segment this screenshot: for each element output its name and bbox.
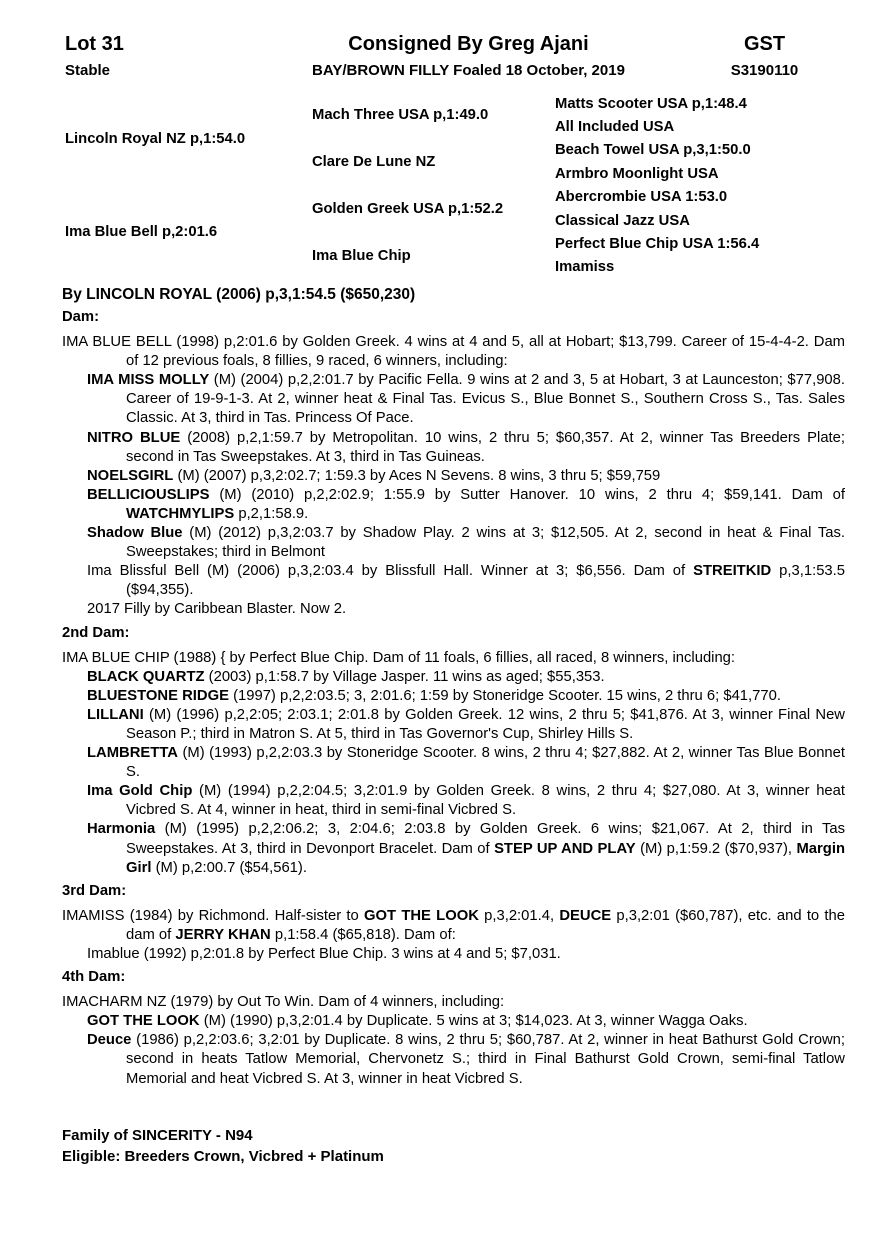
pedigree-ancestor: Lincoln Royal NZ p,1:54.0 bbox=[65, 130, 246, 147]
pedigree-ancestor: Mach Three USA p,1:49.0 bbox=[312, 107, 489, 124]
pedigree-ancestor: All Included USA bbox=[555, 119, 675, 136]
pedigree-entry: IMACHARM NZ (1979) by Out To Win. Dam of 4 winners, including: bbox=[62, 994, 505, 1011]
pedigree-entry: Harmonia (M) (1995) p,2,2:06.2; 3, 2:04.6; 2:03.8 by Golden Greek. 6 wins; $21,067. At 2, third in Tas Sweepstakes. At 3, third in Devonport Bracelet. Dam of STEP UP AND PLAY (M) p,1:59.2 ($70,937), Margin Girl (M) p,2:00.7 ($54,561). bbox=[87, 821, 845, 876]
lot-number: Lot 31 bbox=[65, 33, 124, 55]
section-heading: 3rd Dam: bbox=[62, 882, 127, 899]
pedigree-entry: Ima Gold Chip (M) (1994) p,2,2:04.5; 3,2:01.9 by Golden Greek. 8 wins, 2 thru 4; $27,080. At 3, winner heat Vicbred S. At 4, winner in heat, third in semi-final Vicbred S. bbox=[87, 783, 846, 819]
page-footer bbox=[62, 1125, 847, 1167]
produce-record bbox=[62, 308, 845, 1089]
pedigree-entry: Imablue (1992) p,2:01.8 by Perfect Blue Chip. 3 wins at 4 and 5; $7,031. bbox=[87, 946, 561, 962]
pedigree-ancestor: Ima Blue Bell p,2:01.6 bbox=[65, 224, 218, 241]
pedigree-ancestor: Beach Towel USA p,3,1:50.0 bbox=[555, 142, 751, 159]
pedigree-ancestor: Clare De Lune NZ bbox=[312, 154, 436, 171]
stable-label: Stable bbox=[65, 62, 111, 79]
pedigree-entry: BELLICIOUSLIPS (M) (2010) p,2,2:02.9; 1:55.9 by Sutter Hanover. 10 wins, 2 thru 4; $59,141. Dam of WATCHMYLIPS p,2,1:58.9. bbox=[87, 486, 845, 522]
section-heading: Dam: bbox=[62, 309, 99, 325]
pedigree-entry: IMA BLUE BELL (1998) p,2:01.6 by Golden Greek. 4 wins at 4 and 5, all at Hobart; $13,799. Career of 15-4-4-2. Dam of 12 previous foals, 8 fillies, 9 raced, 6 winners, including: bbox=[62, 334, 845, 370]
section-heading: 2nd Dam: bbox=[62, 624, 130, 641]
pedigree-ancestor: Classical Jazz USA bbox=[555, 212, 690, 229]
pedigree-generation-2 bbox=[312, 92, 555, 279]
pedigree-entry: Shadow Blue (M) (2012) p,3,2:03.7 by Shadow Play. 2 wins at 3; $12,505. At 2, second in heat & Final Tas. Sweepstakes; third in Belmont bbox=[87, 525, 845, 561]
pedigree-ancestor: Armbro Moonlight USA bbox=[555, 165, 719, 182]
pedigree-entry: BLACK QUARTZ (2003) p,1:58.7 by Village Jasper. 11 wins as aged; $55,353. bbox=[87, 668, 605, 685]
pedigree-entry: IMA MISS MOLLY (M) (2004) p,2,2:01.7 by Pacific Fella. 9 wins at 2 and 3, 5 at Hobart, 3 at Launceston; $77,908. Career of 19-9-1-3. At 2, winner heat & Final Tas. Evicus S., Blue Bonnet S., Southern Cross S., Tas. Sales Classic. At 3, third in Tas. Princess Of Pace. bbox=[87, 372, 845, 427]
eligible-line: Eligible: Breeders Crown, Vicbred + Platinum bbox=[62, 1147, 384, 1165]
pedigree-ancestor: Imamiss bbox=[555, 259, 615, 276]
pedigree-generation-3 bbox=[555, 92, 847, 279]
pedigree-entry: 2017 Filly by Caribbean Blaster. Now 2. bbox=[87, 601, 347, 618]
pedigree-entry: BLUESTONE RIDGE (1997) p,2,2:03.5; 3, 2:01.6; 1:59 by Stoneridge Scooter. 15 wins, 2 thru 6; $41,770. bbox=[87, 687, 781, 704]
pedigree-entry: IMAMISS (1984) by Richmond. Half-sister to GOT THE LOOK p,3,2:01.4, DEUCE p,3,2:01 ($60,787), etc. and to the dam of JERRY KHAN p,1:58.4 ($65,818). Dam of: bbox=[62, 907, 845, 943]
horse-description: BAY/BROWN FILLY Foaled 18 October, 2019 bbox=[312, 62, 625, 79]
gst-label: GST bbox=[743, 33, 786, 55]
page-header bbox=[0, 0, 877, 84]
family-line: Family of SINCERITY - N94 bbox=[62, 1126, 253, 1144]
consignor-title: Consigned By Greg Ajani bbox=[348, 33, 589, 55]
pedigree-entry: Ima Blissful Bell (M) (2006) p,3,2:03.4 by Blissfull Hall. Winner at 3; $6,556. Dam of STREITKID p,3,1:53.5 ($94,355). bbox=[87, 563, 845, 599]
pedigree-entry: NITRO BLUE (2008) p,2,1:59.7 by Metropolitan. 10 wins, 2 thru 5; $60,357. At 2, winner Tas Breeders Plate; second in Tas Sweepstakes. At 3, third in Tas Guineas. bbox=[87, 429, 845, 465]
pedigree-entry: NOELSGIRL (M) (2007) p,3,2:02.7; 1:59.3 by Aces N Sevens. 8 wins, 3 thru 5; $59,759 bbox=[87, 467, 661, 484]
pedigree-ancestor: Abercrombie USA 1:53.0 bbox=[555, 189, 728, 206]
pedigree-entry: IMA BLUE CHIP (1988) { by Perfect Blue Chip. Dam of 11 foals, 6 fillies, all raced, 8 winners, including: bbox=[62, 649, 736, 666]
pedigree-generation-1 bbox=[65, 92, 312, 279]
pedigree-ancestor: Golden Greek USA p,1:52.2 bbox=[312, 200, 504, 217]
catalog-code: S3190110 bbox=[730, 62, 799, 79]
pedigree-table bbox=[65, 92, 847, 279]
sire-summary-line: By LINCOLN ROYAL (2006) p,3,1:54.5 ($650,230) bbox=[62, 286, 416, 303]
pedigree-entry: LAMBRETTA (M) (1993) p,2,2:03.3 by Stoneridge Scooter. 8 wins, 2 thru 4; $27,882. At 2, winner Tas Blue Bonnet S. bbox=[87, 745, 845, 781]
pedigree-entry: LILLANI (M) (1996) p,2,2:05; 2:03.1; 2:01.8 by Golden Greek. 12 wins, 2 thru 5; $41,876. At 3, winner Final New Season P.; third in Matron S. At 5, third in Tas Governor's Cup, Shirley Hills S. bbox=[87, 706, 845, 742]
pedigree-ancestor: Perfect Blue Chip USA 1:56.4 bbox=[555, 235, 760, 252]
pedigree-entry: GOT THE LOOK (M) (1990) p,3,2:01.4 by Duplicate. 5 wins at 3; $14,023. At 3, winner Wagga Oaks. bbox=[87, 1013, 748, 1030]
section-heading: 4th Dam: bbox=[62, 969, 126, 986]
pedigree-ancestor: Matts Scooter USA p,1:48.4 bbox=[555, 95, 747, 112]
pedigree-ancestor: Ima Blue Chip bbox=[312, 247, 411, 264]
pedigree-entry: Deuce (1986) p,2,2:03.6; 3,2:01 by Duplicate. 8 wins, 2 thru 5; $60,787. At 2, winner in heat Bathurst Gold Crown; second in heats Tatlow Memorial, Chervonetz S.; third in Final Bathurst Gold Crown, semi-final Tatlow Memorial and heat Vicbred S. At 3, winner in heat Vicbred S. bbox=[87, 1032, 845, 1087]
